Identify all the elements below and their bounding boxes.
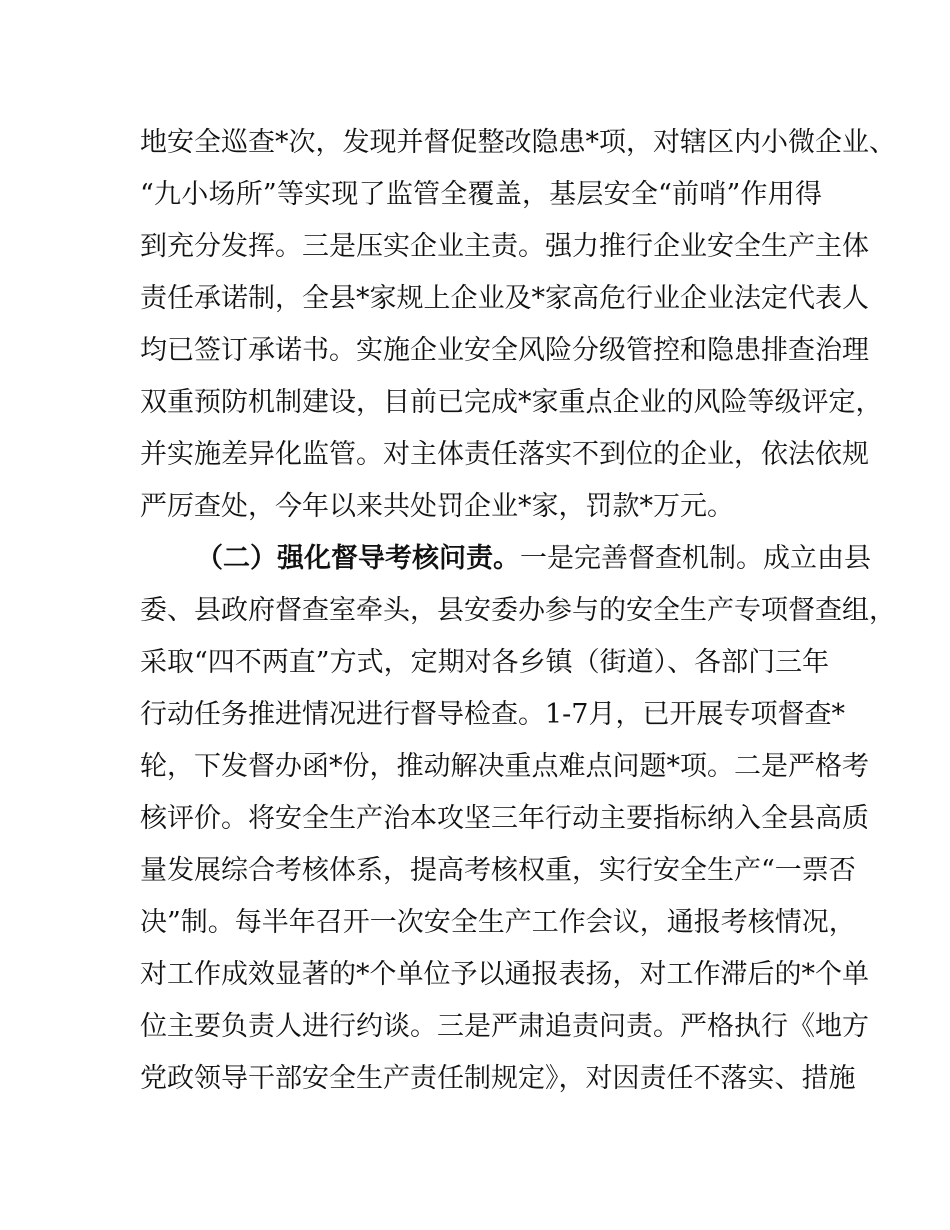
text-line: 行动任务推进情况进行督导检查。1-7月，已开展专项督查*: [140, 699, 845, 730]
text-line: “九小场所”等实现了监管全覆盖，基层安全“前哨”作用得: [140, 179, 822, 210]
text-line: 党政领导干部安全生产责任制规定》，对因责任不落实、措施: [140, 1063, 856, 1094]
text-line: 位主要负责人进行约谈。三是严肃追责问责。严格执行《地方: [140, 1011, 869, 1042]
text-line: 量发展综合考核体系，提高考核权重，实行安全生产“一票否: [140, 855, 856, 886]
text-line: 轮，下发督办函*份，推动解决重点难点问题*项。二是严格考: [140, 751, 869, 782]
text-line: 委、县政府督查室牵头，县安委办参与的安全生产专项督查组，: [140, 595, 896, 626]
document-page: [140, 124, 896, 1112]
section-heading: （二）强化督导考核问责。: [196, 543, 520, 574]
text-line: 采取“四不两直”方式，定期对各乡镇（街道）、各部门三年: [140, 647, 830, 678]
text-line: 核评价。将安全生产治本攻坚三年行动主要指标纳入全县高质: [140, 803, 869, 834]
text-line: 并实施差异化监管。对主体责任落实不到位的企业，依法依规: [140, 439, 869, 470]
paragraph-1: [140, 124, 896, 540]
text-line: 到充分发挥。三是压实企业主责。强力推行企业安全生产主体: [140, 231, 869, 262]
text-line: 决”制。每半年召开一次安全生产工作会议，通报考核情况，: [140, 907, 856, 938]
text-line: 均已签订承诺书。实施企业安全风险分级管控和隐患排查治理: [140, 335, 869, 366]
text-line: 对工作成效显著的*个单位予以通报表扬，对工作滞后的*个单: [140, 959, 869, 990]
text-line: 双重预防机制建设，目前已完成*家重点企业的风险等级评定，: [140, 387, 883, 418]
text-line: 严厉查处，今年以来共处罚企业*家，罚款*万元。: [140, 491, 734, 522]
paragraph-2: [140, 540, 896, 1112]
text-line: 地安全巡查*次，发现并督促整改隐患*项，对辖区内小微企业、: [140, 127, 896, 158]
text-line: [140, 540, 871, 592]
heading-rest: 一是完善督查机制。成立由县: [520, 543, 871, 574]
text-line: 责任承诺制，全县*家规上企业及*家高危行业企业法定代表人: [140, 283, 869, 314]
